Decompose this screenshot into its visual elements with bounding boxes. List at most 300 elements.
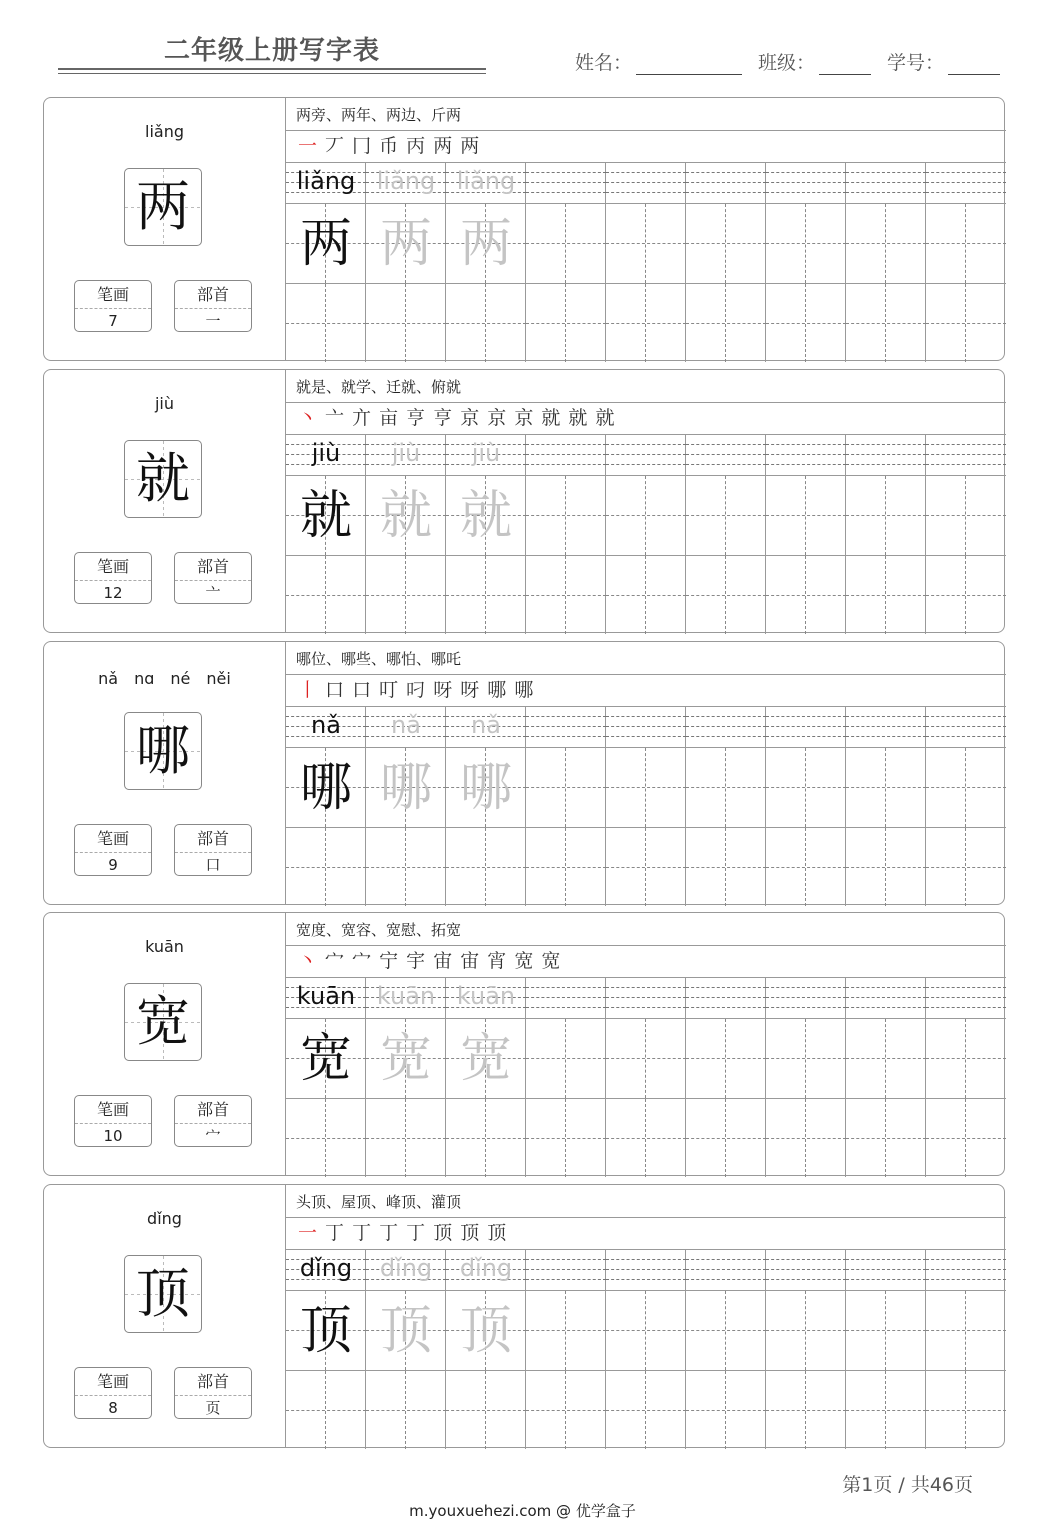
strokes-count: 7 <box>108 312 118 330</box>
tianzige-cell-empty[interactable] <box>606 1371 686 1449</box>
word-examples: 就是、就学、迁就、俯就 <box>296 378 462 396</box>
character-display: 两 <box>124 168 202 246</box>
pinyin-lines[interactable] <box>606 977 686 1019</box>
model-character: 哪 <box>299 758 352 818</box>
tianzige-cell-empty[interactable] <box>766 1371 846 1449</box>
tianzige-cell-empty[interactable] <box>926 1099 1006 1177</box>
writing-grid <box>286 162 1006 362</box>
trace-character: 两 <box>459 214 512 274</box>
pinyin-lines[interactable] <box>926 977 1006 1019</box>
title-rule-thin <box>58 73 486 74</box>
writing-column[interactable] <box>286 1249 366 1449</box>
tianzige-cell[interactable] <box>606 748 686 828</box>
pinyin-lines[interactable] <box>846 162 926 204</box>
tianzige-cell[interactable] <box>846 1019 926 1099</box>
tianzige-cell-empty[interactable] <box>846 556 926 634</box>
strokes-label: 笔画 <box>75 825 151 853</box>
writing-column[interactable] <box>526 977 606 1177</box>
tianzige-cell[interactable] <box>686 1291 766 1371</box>
pinyin-trace: dǐng <box>459 1254 513 1282</box>
tianzige-cell[interactable] <box>766 1291 846 1371</box>
pinyin-lines[interactable] <box>686 162 766 204</box>
stroke-sequence: 丁 丁 丁 丁 顶 顶 顶 <box>318 1222 508 1244</box>
tianzige-cell-empty[interactable] <box>366 284 446 362</box>
trace-character: 宽 <box>459 1029 512 1089</box>
writing-column[interactable] <box>606 977 686 1177</box>
character-display: 宽 <box>124 983 202 1061</box>
tianzige-cell[interactable] <box>286 1019 366 1099</box>
tianzige-cell-empty[interactable] <box>686 284 766 362</box>
tianzige-cell[interactable] <box>686 476 766 556</box>
trace-character: 两 <box>379 214 432 274</box>
character-info <box>44 1185 285 1447</box>
tianzige-cell-empty[interactable] <box>686 1099 766 1177</box>
writing-column[interactable] <box>926 434 1006 634</box>
pinyin-lines[interactable] <box>686 434 766 476</box>
tianzige-cell[interactable] <box>446 476 526 556</box>
tianzige-cell[interactable] <box>446 748 526 828</box>
pinyin-lines[interactable] <box>606 434 686 476</box>
practice-area <box>285 370 1006 632</box>
character-card <box>43 369 1005 633</box>
word-examples: 哪位、哪些、哪怕、哪吒 <box>296 650 462 668</box>
strokes-label: 笔画 <box>75 1368 151 1396</box>
strokes-box <box>74 824 152 876</box>
pinyin-lines[interactable] <box>846 1249 926 1291</box>
pinyin-trace: liǎng <box>376 167 436 195</box>
writing-column[interactable] <box>926 1249 1006 1449</box>
character-card <box>43 97 1005 361</box>
strokes-count: 8 <box>108 1399 118 1417</box>
character-display: 顶 <box>124 1255 202 1333</box>
name-label: 姓名： <box>575 52 633 74</box>
tianzige-cell[interactable] <box>926 476 1006 556</box>
radical-value: 口 <box>205 856 221 874</box>
tianzige-cell-empty[interactable] <box>846 1371 926 1449</box>
pinyin-lines[interactable] <box>846 977 926 1019</box>
practice-area <box>285 98 1006 360</box>
pinyin-lines[interactable] <box>686 1249 766 1291</box>
tianzige-cell[interactable] <box>686 748 766 828</box>
tianzige-cell[interactable] <box>606 1291 686 1371</box>
tianzige-cell[interactable] <box>446 204 526 284</box>
pinyin-lines[interactable] <box>286 162 366 204</box>
pinyin-lines[interactable] <box>606 1249 686 1291</box>
character-info <box>44 370 285 632</box>
tianzige-cell-empty[interactable] <box>446 284 526 362</box>
writing-column[interactable] <box>446 1249 526 1449</box>
trace-character: 顶 <box>459 1301 512 1361</box>
writing-column[interactable] <box>606 162 686 362</box>
strokes-label: 笔画 <box>75 1096 151 1124</box>
radical-label: 部首 <box>175 281 251 309</box>
writing-column[interactable] <box>926 977 1006 1177</box>
pinyin-lines[interactable] <box>446 706 526 748</box>
tianzige-cell[interactable] <box>926 748 1006 828</box>
tianzige-cell-empty[interactable] <box>846 1099 926 1177</box>
class-field[interactable] <box>758 48 871 75</box>
radical-value: 一 <box>205 312 221 330</box>
writing-column[interactable] <box>686 434 766 634</box>
name-blank[interactable] <box>636 52 742 75</box>
writing-column[interactable] <box>366 706 446 906</box>
tianzige-cell-empty[interactable] <box>446 828 526 906</box>
writing-column[interactable] <box>766 162 846 362</box>
radical-label: 部首 <box>175 1096 251 1124</box>
tianzige-cell-empty[interactable] <box>686 556 766 634</box>
tianzige-cell-empty[interactable] <box>366 556 446 634</box>
tianzige-cell[interactable] <box>926 1019 1006 1099</box>
strokes-box <box>74 280 152 332</box>
writing-grid <box>286 706 1006 906</box>
class-label: 班级： <box>758 52 816 74</box>
pinyin-trace: nǎ <box>311 711 341 739</box>
pinyin-lines[interactable] <box>766 162 846 204</box>
writing-column[interactable] <box>286 162 366 362</box>
page-title: 二年级上册写字表 <box>163 36 380 66</box>
tianzige-cell[interactable] <box>446 1019 526 1099</box>
stroke-sequence: 亠 亣 亩 亨 亨 京 京 京 就 就 就 <box>318 407 616 429</box>
stroke-order <box>298 403 615 430</box>
tianzige-cell-empty[interactable] <box>926 828 1006 906</box>
tianzige-cell-empty[interactable] <box>606 284 686 362</box>
stroke-order-row <box>286 1217 1006 1250</box>
tianzige-cell[interactable] <box>606 476 686 556</box>
writing-column[interactable] <box>366 162 446 362</box>
trace-character: 就 <box>459 486 512 546</box>
word-examples: 宽度、宽容、宽慰、拓宽 <box>296 921 462 939</box>
tianzige-cell[interactable] <box>286 1291 366 1371</box>
tianzige-cell[interactable] <box>766 748 846 828</box>
pinyin-trace: dǐng <box>299 1254 353 1282</box>
writing-column[interactable] <box>526 706 606 906</box>
pinyin-lines[interactable] <box>606 706 686 748</box>
tianzige-cell-empty[interactable] <box>286 1371 366 1449</box>
pinyin-lines[interactable] <box>286 1249 366 1291</box>
writing-column[interactable] <box>846 434 926 634</box>
pinyin-lines[interactable] <box>446 977 526 1019</box>
writing-column[interactable] <box>926 162 1006 362</box>
number-field[interactable] <box>887 48 1000 75</box>
trace-character: 宽 <box>379 1029 432 1089</box>
pinyin-trace: kuān <box>376 982 436 1010</box>
practice-area <box>285 1185 1006 1447</box>
trace-character: 哪 <box>379 758 432 818</box>
pinyin-lines[interactable] <box>606 162 686 204</box>
tianzige-cell[interactable] <box>366 1019 446 1099</box>
word-examples-row <box>286 642 1006 675</box>
writing-column[interactable] <box>766 434 846 634</box>
tianzige-cell-empty[interactable] <box>526 828 606 906</box>
tianzige-cell[interactable] <box>846 476 926 556</box>
tianzige-cell[interactable] <box>526 1019 606 1099</box>
pinyin-lines[interactable] <box>686 706 766 748</box>
pinyin-trace: kuān <box>456 982 516 1010</box>
model-character: 顶 <box>299 1301 352 1361</box>
tianzige-cell-empty[interactable] <box>766 556 846 634</box>
tianzige-cell-empty[interactable] <box>606 1099 686 1177</box>
tianzige-cell-empty[interactable] <box>686 828 766 906</box>
first-stroke: 丶 <box>298 407 319 429</box>
pinyin-trace: nǎ <box>391 711 421 739</box>
tianzige-cell[interactable] <box>686 1019 766 1099</box>
radical-label: 部首 <box>175 553 251 581</box>
radical-value: 亠 <box>205 584 221 602</box>
writing-column[interactable] <box>526 434 606 634</box>
pinyin-lines[interactable] <box>366 977 446 1019</box>
model-character: 就 <box>299 486 352 546</box>
page-number: 第1页 / 共46页 <box>842 1474 973 1496</box>
tianzige-cell-empty[interactable] <box>526 556 606 634</box>
pinyin-lines[interactable] <box>366 434 446 476</box>
pinyin-trace: jiù <box>391 439 421 467</box>
writing-column[interactable] <box>606 434 686 634</box>
character-pinyin: jiù <box>154 394 175 413</box>
stroke-order-row <box>286 402 1006 435</box>
tianzige-cell[interactable] <box>606 204 686 284</box>
character-info <box>44 98 285 360</box>
strokes-count: 12 <box>103 584 123 602</box>
pinyin-lines[interactable] <box>366 1249 446 1291</box>
pinyin-trace: liǎng <box>296 167 356 195</box>
tianzige-cell-empty[interactable] <box>366 1371 446 1449</box>
stroke-sequence: 丆 冂 币 丙 两 两 <box>318 135 481 157</box>
title-rule <box>58 68 486 70</box>
pinyin-lines[interactable] <box>526 1249 606 1291</box>
trace-character: 顶 <box>379 1301 432 1361</box>
writing-column[interactable] <box>366 434 446 634</box>
writing-column[interactable] <box>446 434 526 634</box>
writing-column[interactable] <box>766 1249 846 1449</box>
pinyin-lines[interactable] <box>526 162 606 204</box>
pinyin-lines[interactable] <box>286 977 366 1019</box>
tianzige-cell[interactable] <box>526 204 606 284</box>
pinyin-trace: jiù <box>311 439 341 467</box>
strokes-box <box>74 1095 152 1147</box>
tianzige-cell[interactable] <box>846 1291 926 1371</box>
tianzige-cell-empty[interactable] <box>686 1371 766 1449</box>
pinyin-lines[interactable] <box>366 706 446 748</box>
tianzige-cell-empty[interactable] <box>766 284 846 362</box>
tianzige-cell[interactable] <box>366 476 446 556</box>
writing-column[interactable] <box>286 434 366 634</box>
trace-character: 就 <box>379 486 432 546</box>
tianzige-cell[interactable] <box>846 204 926 284</box>
site-footer: m.youxuehezi.com @ 优学盒子 <box>409 1502 636 1520</box>
word-examples: 头顶、屋顶、峰顶、灌顶 <box>296 1193 462 1211</box>
tianzige-cell[interactable] <box>606 1019 686 1099</box>
number-blank[interactable] <box>948 52 1000 75</box>
model-character: 两 <box>299 214 352 274</box>
tianzige-cell-empty[interactable] <box>606 556 686 634</box>
pinyin-lines[interactable] <box>926 1249 1006 1291</box>
tianzige-cell-empty[interactable] <box>606 828 686 906</box>
word-examples-row <box>286 98 1006 131</box>
radical-box <box>174 1095 252 1147</box>
tianzige-cell[interactable] <box>766 476 846 556</box>
pinyin-lines[interactable] <box>446 162 526 204</box>
tianzige-cell-empty[interactable] <box>446 1099 526 1177</box>
radical-label: 部首 <box>175 1368 251 1396</box>
tianzige-cell[interactable] <box>286 204 366 284</box>
writing-column[interactable] <box>526 162 606 362</box>
character-card <box>43 912 1005 1176</box>
tianzige-cell-empty[interactable] <box>766 1099 846 1177</box>
stroke-sequence: 宀 宀 宁 宇 宙 宙 宵 宽 宽 <box>318 950 562 972</box>
tianzige-cell-empty[interactable] <box>286 556 366 634</box>
word-examples: 两旁、两年、两边、斤两 <box>296 106 462 124</box>
pinyin-lines[interactable] <box>846 434 926 476</box>
writing-column[interactable] <box>846 162 926 362</box>
stroke-order <box>298 131 480 158</box>
writing-column[interactable] <box>366 977 446 1177</box>
writing-column[interactable] <box>686 162 766 362</box>
stroke-order <box>298 675 534 702</box>
name-field[interactable] <box>575 48 742 75</box>
character-info <box>44 642 285 904</box>
pinyin-lines[interactable] <box>766 977 846 1019</box>
pinyin-lines[interactable] <box>366 162 446 204</box>
writing-column[interactable] <box>766 706 846 906</box>
stroke-order-row <box>286 674 1006 707</box>
pinyin-trace: nǎ <box>471 711 501 739</box>
tianzige-cell[interactable] <box>926 1291 1006 1371</box>
tianzige-cell-empty[interactable] <box>526 284 606 362</box>
radical-box <box>174 1367 252 1419</box>
pinyin-trace: kuān <box>296 982 356 1010</box>
class-blank[interactable] <box>819 52 871 75</box>
tianzige-cell-empty[interactable] <box>286 828 366 906</box>
tianzige-cell[interactable] <box>366 748 446 828</box>
strokes-count: 9 <box>108 856 118 874</box>
tianzige-cell-empty[interactable] <box>366 1099 446 1177</box>
pinyin-trace: jiù <box>471 439 501 467</box>
writing-grid <box>286 434 1006 634</box>
tianzige-cell-empty[interactable] <box>766 828 846 906</box>
tianzige-cell[interactable] <box>446 1291 526 1371</box>
pinyin-lines[interactable] <box>446 1249 526 1291</box>
tianzige-cell-empty[interactable] <box>526 1371 606 1449</box>
pinyin-lines[interactable] <box>526 977 606 1019</box>
pinyin-lines[interactable] <box>526 434 606 476</box>
first-stroke: 一 <box>298 135 319 157</box>
radical-box <box>174 824 252 876</box>
writing-column[interactable] <box>286 706 366 906</box>
tianzige-cell-empty[interactable] <box>846 284 926 362</box>
tianzige-cell-empty[interactable] <box>846 828 926 906</box>
practice-area <box>285 913 1006 1175</box>
pinyin-lines[interactable] <box>526 706 606 748</box>
tianzige-cell-empty[interactable] <box>446 556 526 634</box>
writing-column[interactable] <box>766 977 846 1177</box>
writing-column[interactable] <box>686 706 766 906</box>
pinyin-lines[interactable] <box>686 977 766 1019</box>
character-info <box>44 913 285 1175</box>
writing-column[interactable] <box>286 977 366 1177</box>
pinyin-lines[interactable] <box>766 1249 846 1291</box>
tianzige-cell[interactable] <box>366 204 446 284</box>
tianzige-cell[interactable] <box>766 1019 846 1099</box>
tianzige-cell-empty[interactable] <box>366 828 446 906</box>
writing-column[interactable] <box>526 1249 606 1449</box>
character-display: 哪 <box>124 712 202 790</box>
tianzige-cell-empty[interactable] <box>926 284 1006 362</box>
character-pinyin: dǐng <box>147 1209 182 1228</box>
writing-column[interactable] <box>446 977 526 1177</box>
strokes-count: 10 <box>103 1127 123 1145</box>
writing-column[interactable] <box>846 977 926 1177</box>
pinyin-lines[interactable] <box>926 162 1006 204</box>
number-label: 学号： <box>887 52 945 74</box>
radical-box <box>174 280 252 332</box>
writing-column[interactable] <box>846 1249 926 1449</box>
pinyin-lines[interactable] <box>766 434 846 476</box>
tianzige-cell[interactable] <box>526 748 606 828</box>
writing-column[interactable] <box>926 706 1006 906</box>
tianzige-cell-empty[interactable] <box>526 1099 606 1177</box>
first-stroke: 丶 <box>298 950 319 972</box>
writing-column[interactable] <box>366 1249 446 1449</box>
stroke-order <box>298 946 561 973</box>
tianzige-cell-empty[interactable] <box>286 1099 366 1177</box>
pinyin-lines[interactable] <box>846 706 926 748</box>
tianzige-cell[interactable] <box>526 1291 606 1371</box>
tianzige-cell[interactable] <box>926 204 1006 284</box>
tianzige-cell-empty[interactable] <box>926 556 1006 634</box>
word-examples-row <box>286 913 1006 946</box>
tianzige-cell[interactable] <box>286 748 366 828</box>
writing-column[interactable] <box>686 977 766 1177</box>
model-character: 宽 <box>299 1029 352 1089</box>
character-card <box>43 1184 1005 1448</box>
tianzige-cell[interactable] <box>526 476 606 556</box>
pinyin-lines[interactable] <box>286 434 366 476</box>
writing-column[interactable] <box>446 706 526 906</box>
strokes-label: 笔画 <box>75 553 151 581</box>
pinyin-lines[interactable] <box>286 706 366 748</box>
writing-column[interactable] <box>606 706 686 906</box>
writing-column[interactable] <box>686 1249 766 1449</box>
tianzige-cell[interactable] <box>366 1291 446 1371</box>
word-examples-row <box>286 370 1006 403</box>
character-pinyin: nǎ nɑ né něi <box>98 669 231 688</box>
trace-character: 哪 <box>459 758 512 818</box>
tianzige-cell[interactable] <box>766 204 846 284</box>
tianzige-cell-empty[interactable] <box>446 1371 526 1449</box>
writing-column[interactable] <box>606 1249 686 1449</box>
tianzige-cell[interactable] <box>286 476 366 556</box>
tianzige-cell[interactable] <box>686 204 766 284</box>
writing-grid <box>286 1249 1006 1449</box>
tianzige-cell-empty[interactable] <box>286 284 366 362</box>
pinyin-trace: dǐng <box>379 1254 433 1282</box>
radical-value: 宀 <box>205 1127 221 1145</box>
writing-column[interactable] <box>846 706 926 906</box>
pinyin-lines[interactable] <box>446 434 526 476</box>
tianzige-cell-empty[interactable] <box>926 1371 1006 1449</box>
stroke-order-row <box>286 130 1006 163</box>
stroke-order-row <box>286 945 1006 978</box>
pinyin-lines[interactable] <box>926 706 1006 748</box>
tianzige-cell[interactable] <box>846 748 926 828</box>
pinyin-lines[interactable] <box>926 434 1006 476</box>
word-examples-row <box>286 1185 1006 1218</box>
pinyin-lines[interactable] <box>766 706 846 748</box>
practice-area <box>285 642 1006 904</box>
character-card <box>43 641 1005 905</box>
writing-column[interactable] <box>446 162 526 362</box>
writing-grid <box>286 977 1006 1177</box>
